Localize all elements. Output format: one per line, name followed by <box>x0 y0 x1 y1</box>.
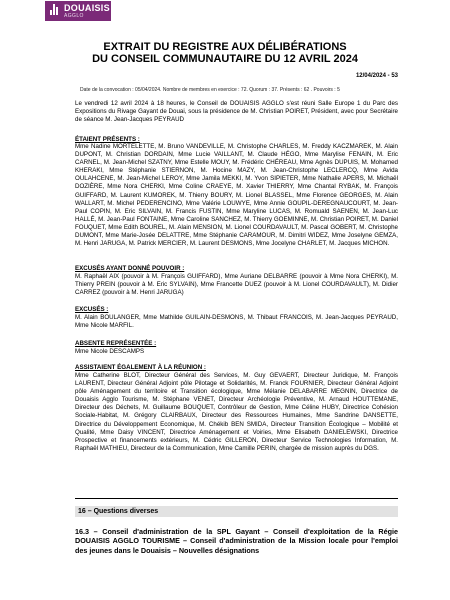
document-title-line2: DU CONSEIL COMMUNAUTAIRE DU 12 AVRIL 2024 <box>92 53 358 65</box>
section-divider <box>75 498 398 499</box>
logo-bars-icon <box>50 4 60 15</box>
assistaient-heading: ASSISTAIENT ÉGALEMENT À LA RÉUNION : <box>75 364 206 371</box>
presents-heading: ÉTAIENT PRÉSENTS : <box>75 136 140 143</box>
logo-subtitle: AGGLO <box>64 13 84 19</box>
document-title-line1: EXTRAIT DU REGISTRE AUX DÉLIBÉRATIONS <box>103 41 347 53</box>
douaisis-agglo-logo <box>45 1 111 21</box>
convocation-meta: Date de la convocation : 05/04/2024. Nombre de membres en exercice : 72. Quorum : 37. Présents : 62 . Pouvoirs : 5 <box>80 87 340 93</box>
deliberation-reference: 12/04/2024 - 53 <box>355 73 398 79</box>
excuses-list: M. Alain BOULANGER, Mme Mathilde GUILAIN-DESMONS, M. Thibaut FRANCOIS, M. Jean-Jacques PEYRAUD, Mme Nicole MARFIL. <box>75 314 398 330</box>
subject-heading: 16.3 – Conseil d'administration de la SPL Gayant – Conseil d'exploitation de la Régie DOUAISIS AGGLO TOURISME – Conseil d'administration de la Mission locale pour l'emploi des jeunes dans le Douaisis – Nouvelles désignations <box>75 527 398 555</box>
pouvoirs-list: M. Raphaël AIX (pouvoir à M. François GUIFFARD), Mme Auriane DELBARRE (pouvoir à Mme Nora CHERKI), M. Thierry PREIN (pouvoir à M. Eric SYLVAIN), Mme Francette DUEZ (pouvoir à M. Lionel COURDAVAULT), M. Didier CARREZ (pouvoir à M. Henri JARUGA) <box>75 273 398 297</box>
intro-paragraph: Le vendredi 12 avril 2024 à 18 heures, le Conseil de DOUAISIS AGGLO s'est réuni Salle Europe 1 du Parc des Expositions du Rivage Gayant de Douai, sous la présidence de M. Christian POIRET, Président, avec pour Secrétaire de séance M. Jean-Jacques PEYRAUD <box>75 100 398 124</box>
absente-heading: ABSENTE REPRÉSENTÉE : <box>75 340 157 347</box>
absente-text: Mme Nicole DESCAMPS <box>75 348 145 355</box>
presents-list: Mme Nadine MORTELETTE, M. Bruno VANDEVILLE, M. Christophe CHARLES, M. Freddy KACZMAREK, M. Alain DUPONT, M. Christian DORDAIN, Mme Lucie VAILLANT, M. Claude HÉGO, Mme Marylise FENAIN, M. Eric CARNEL, M. Jean-Michel SZATNY, Mme Estelle MOUY, M. Frédéric CHÉREAU, Mme Agnès DUPUIS, M. Mohamed KHERAKI, Mme Stéphanie STIERNON, M. Hocine MAZY, M. Jean-Christophe LECLERCQ, Mme Avida OULAHCENE, M. Jean-Michel LEROY, Mme Jamila MEKKI, M. Yvon SIPIETER, Mme Nathalie APERS, M. Michaël DOZIÈRE, Mme Nora CHERKI, Mme Coline CRAEYE, M. Xavier THIERRY, Mme Chantal RYBAK, M. François GUIFFARD, M. Laurent KUMOREK, M. Thierry BOURY, M. Lionel BLASSEL, Mme Florence GEORGES, M. Alain WALLART, M. Michel PEDERENCINO, Mme Valérie LOUWYE, Mme Annie GOUPIL-DEREGNAUCOURT, M. Jean-Paul COPIN, M. Eric SILVAIN, M. Francis FUSTIN, Mme Maryline LUCAS, M. Romuald SAENEN, M. Jean-Luc HALLÉ, M. Jean-Paul FONTAINE, Mme Caroline SANCHEZ, M. Thierry GOEMINNE, M. Christian POIRET, M. Daniel FOUQUET, Mme Edith BOUREL, M. Alain MENSION, M. Lionel COURDAVAULT, M. Pascal GOBERT, M. Christophe DUMONT, Mme Marie-Josée DELATTRE, Mme Stéphanie CARAMOUR, M. Dimitri WIDEZ, Mme Joselyne GEMZA, M. Henri JARUGA, M. Patrick MERCIER, M. Laurent DESMONS, Mme Jocelyne CHARLET, M. Jacques MICHON. <box>75 143 398 248</box>
pouvoirs-heading: EXCUSÉS AYANT DONNÉ POUVOIR : <box>75 265 185 272</box>
excuses-heading: EXCUSÉS : <box>75 306 109 313</box>
assistaient-list: Mme Catherine BLOT, Directeur Général des Services, M. Guy GEVAERT, Directeur Juridique, M. François LAURENT, Directeur Général Adjoint pôle Pilotage et Solidarités, M. Franck FOURNIER, Directeur Général Adjoint pôle Aménagement du territoire et Transition écologique, Mme Mélanie DELABARRE MEGNIN, Directrice de Douaisis Agglo Tourisme, M. Stéphane VENET, Directeur Archéologie Préventive, M. Arnaud HOUTTEMANE, Directeur des Déchets, M. Guillaume BOUQUET, Contrôleur de Gestion, Mme Céline HUBY, Directrice Cohésion Sociale-Habitat, M. Grégory CLAIRBAUX, Directeur des Ressources Humaines, Mme Sandrine DANSETTE, Directrice du Développement Economique, M. Chékib BEN SMIDA, Directeur Transition Écologique – Mobilité et Qualité, Mme Daisy VINCENT, Directrice Aménagement et Voiries, Mme Elisabeth DANIELEWSKI, Directrice Prospective et financements extérieurs, M. Cédric GILLERON, Directeur Service Technologies Information, M. Raphaël MATHIEU, Directeur de la Communication, Mme Camille PERIN, chargée de mission auprès du DGS. <box>75 372 398 452</box>
logo-name: DOUAISIS <box>64 3 110 13</box>
section-bar-questions-diverses: 16 – Questions diverses <box>75 506 398 517</box>
